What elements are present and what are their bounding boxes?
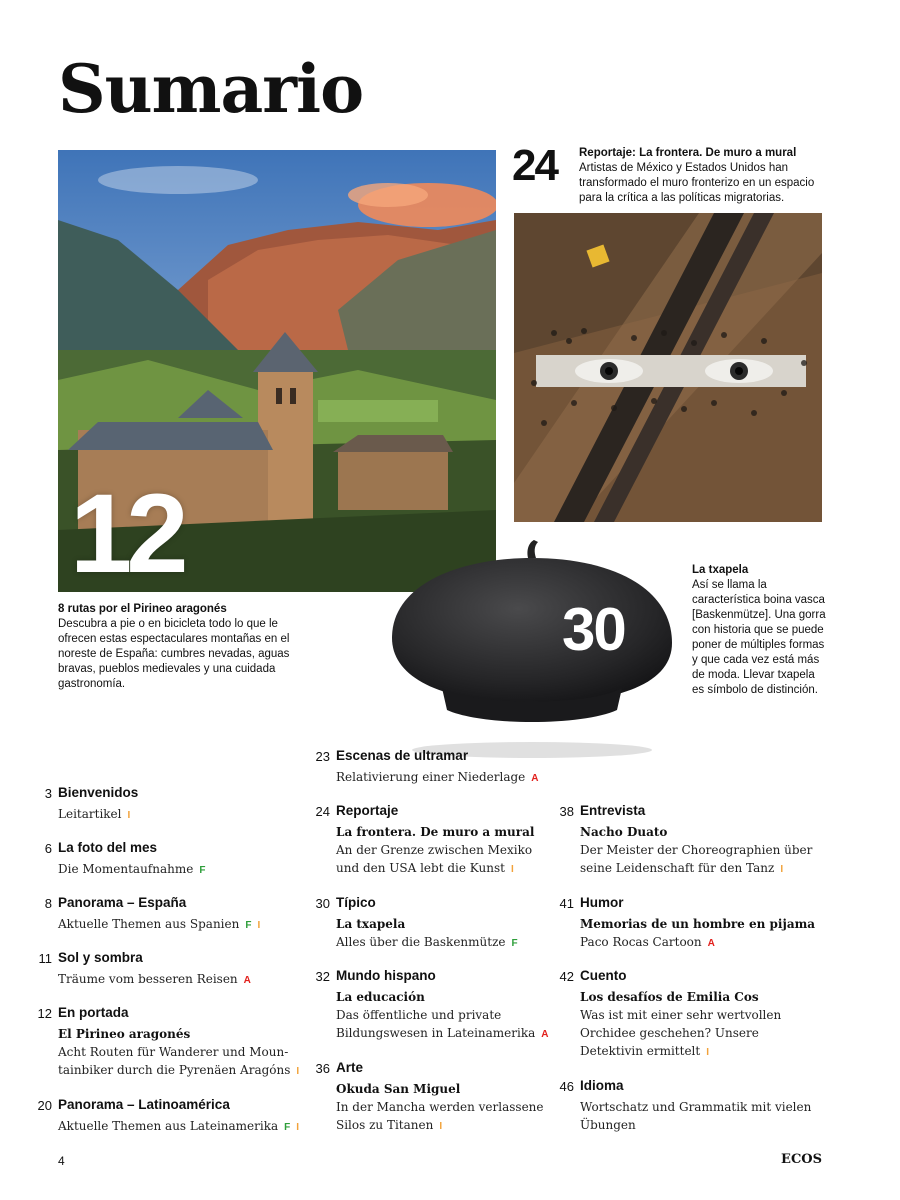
toc-section: Sol y sombra — [58, 950, 143, 965]
toc-page-number: 3 — [44, 786, 52, 801]
feature-number-30: 30 — [562, 596, 625, 663]
toc-section: Panorama – España — [58, 895, 187, 910]
level-marker-F: F — [284, 1122, 291, 1133]
level-marker-I: I — [296, 1066, 300, 1077]
level-marker-I: I — [510, 864, 514, 875]
toc-entry-3[interactable] — [44, 785, 139, 825]
toc-description: An der Grenze zwischen Mexiko — [336, 843, 533, 857]
toc-description: Übungen — [580, 1118, 636, 1132]
toc-description: seine Leidenschaft für den Tanz — [580, 861, 775, 875]
toc-subtitle: El Pirineo aragonés — [58, 1027, 191, 1041]
page-title: Sumario — [58, 50, 364, 128]
level-marker-I: I — [439, 1121, 443, 1132]
level-marker-F: F — [245, 920, 252, 931]
toc-section: Escenas de ultramar — [336, 748, 469, 763]
toc-subtitle: Los desafíos de Emilia Cos — [580, 990, 759, 1004]
toc-description: und den USA lebt die Kunst — [336, 861, 505, 875]
toc-description: Silos zu Titanen — [336, 1118, 434, 1132]
border-mural-photo — [514, 213, 822, 522]
toc-subtitle: Okuda San Miguel — [336, 1082, 461, 1096]
toc-description: Aktuelle Themen aus Lateinamerika — [58, 1119, 279, 1133]
toc-section: Panorama – Latinoamérica — [58, 1097, 230, 1112]
level-marker-F: F — [199, 865, 206, 876]
toc-entry-11[interactable] — [38, 950, 251, 990]
toc-page-number: 42 — [559, 969, 574, 984]
magazine-brand: ECOS — [781, 1152, 822, 1167]
toc-entry-41[interactable] — [559, 895, 816, 953]
toc-description: Träume vom besseren Reisen — [58, 972, 238, 986]
level-marker-A: A — [707, 938, 715, 949]
toc-entry-30[interactable] — [315, 895, 518, 953]
feature-caption-30 — [692, 563, 827, 698]
toc-description: Was ist mit einer sehr wertvollen — [580, 1008, 782, 1022]
toc-entry-8[interactable] — [44, 895, 261, 935]
feature-text-24: Artistas de México y Estados Unidos han transformado el muro fronterizo en un espacio para la crítica a las políticas migratorias. — [579, 162, 815, 204]
toc-description: tainbiker durch die Pyrenäen Aragóns — [58, 1063, 291, 1077]
toc-description: Paco Rocas Cartoon — [580, 935, 702, 949]
toc-subtitle: La frontera. De muro a mural — [336, 825, 535, 839]
toc-page-number: 23 — [315, 749, 330, 764]
feature-heading-12: 8 rutas por el Pirineo aragonés — [58, 603, 227, 615]
toc-page-number: 36 — [315, 1061, 330, 1076]
feature-number-24: 24 — [512, 141, 557, 190]
toc-section: Idioma — [580, 1078, 624, 1093]
feature-caption-12 — [58, 602, 298, 692]
toc-page-number: 6 — [44, 841, 52, 856]
toc-section: En portada — [58, 1005, 129, 1020]
feature-number-12: 12 — [70, 471, 183, 596]
toc-subtitle: La txapela — [336, 917, 406, 931]
toc-page-number: 11 — [38, 951, 52, 966]
toc-description: Leitartikel — [58, 807, 122, 821]
feature-caption-24 — [579, 146, 824, 206]
toc-entry-20[interactable] — [37, 1097, 300, 1137]
toc-section: Mundo hispano — [336, 968, 436, 983]
toc-entry-36[interactable] — [315, 1060, 544, 1136]
toc-subtitle: La educación — [336, 990, 425, 1004]
level-marker-I: I — [127, 810, 131, 821]
level-marker-A: A — [531, 773, 539, 784]
toc-description: Der Meister der Choreographien über — [580, 843, 813, 857]
toc-description: Das öffentliche und private — [336, 1008, 502, 1022]
toc-description: In der Mancha werden verlassene — [336, 1100, 544, 1114]
toc-description: Bildungswesen in Lateinamerika — [336, 1026, 536, 1040]
level-marker-A: A — [243, 975, 251, 986]
toc-entry-6[interactable] — [44, 840, 206, 880]
toc-subtitle: Memorias de un hombre en pijama — [580, 917, 816, 931]
page-number: 4 — [58, 1154, 65, 1168]
feature-text-12: Descubra a pie o en bicicleta todo lo que le ofrecen estas espectaculares montañas en el noreste de España: cumbres nevadas, aguas bravas, pueblos medievales y una cuidada gastronomía. — [58, 618, 290, 690]
toc-description: Alles über die Baskenmütze — [336, 935, 506, 949]
toc-page-number: 8 — [44, 896, 52, 911]
toc-entry-24[interactable] — [315, 803, 535, 879]
toc-page-number: 20 — [37, 1098, 52, 1113]
feature-heading-24: Reportaje: La frontera. De muro a mural — [579, 147, 797, 159]
level-marker-I: I — [296, 1122, 300, 1133]
toc-page-number: 24 — [315, 804, 330, 819]
toc-description: Wortschatz und Grammatik mit vielen — [580, 1100, 812, 1114]
level-marker-F: F — [511, 938, 518, 949]
toc-section: La foto del mes — [58, 840, 158, 855]
toc-page-number: 12 — [37, 1006, 52, 1021]
toc-page-number: 38 — [559, 804, 574, 819]
feature-text-30: Así se llama la característica boina vasca [Baskenmütze]. Una gorra con historia que se puede poner de múltiples formas y que cada vez está más de moda. Llevar txapela es símbolo de distinción. — [692, 579, 826, 696]
toc-description: Orchidee geschehen? Unsere — [580, 1026, 759, 1040]
feature-heading-30: La txapela — [692, 564, 749, 576]
toc-section: Humor — [580, 895, 624, 910]
toc-section: Arte — [336, 1060, 364, 1075]
toc-page-number: 41 — [559, 896, 574, 911]
toc-section: Bienvenidos — [58, 785, 139, 800]
toc-subtitle: Nacho Duato — [580, 825, 668, 839]
toc-description: Die Momentaufnahme — [58, 862, 194, 876]
toc-section: Típico — [336, 895, 376, 910]
toc-section: Entrevista — [580, 803, 646, 818]
toc-section: Cuento — [580, 968, 627, 983]
toc-entry-42[interactable] — [559, 968, 782, 1062]
toc-section: Reportaje — [336, 803, 399, 818]
toc-entry-46[interactable] — [559, 1078, 812, 1134]
toc-page-number: 32 — [315, 969, 330, 984]
toc-entry-12[interactable] — [37, 1005, 300, 1081]
level-marker-I: I — [257, 920, 261, 931]
level-marker-I: I — [706, 1047, 709, 1058]
toc-description: Acht Routen für Wanderer und Moun- — [58, 1045, 289, 1059]
toc-entry-38[interactable] — [559, 803, 813, 879]
toc-page-number: 46 — [559, 1079, 574, 1094]
beret-photo — [382, 538, 682, 760]
toc-description: Detektivin ermittelt — [580, 1044, 701, 1058]
level-marker-A: A — [541, 1029, 549, 1040]
toc-entry-23[interactable] — [315, 748, 539, 788]
toc-description: Aktuelle Themen aus Spanien — [58, 917, 240, 931]
toc-description: Relativierung einer Niederlage — [336, 770, 526, 784]
toc-page-number: 30 — [315, 896, 330, 911]
toc-entry-32[interactable] — [315, 968, 549, 1044]
level-marker-I: I — [780, 864, 784, 875]
